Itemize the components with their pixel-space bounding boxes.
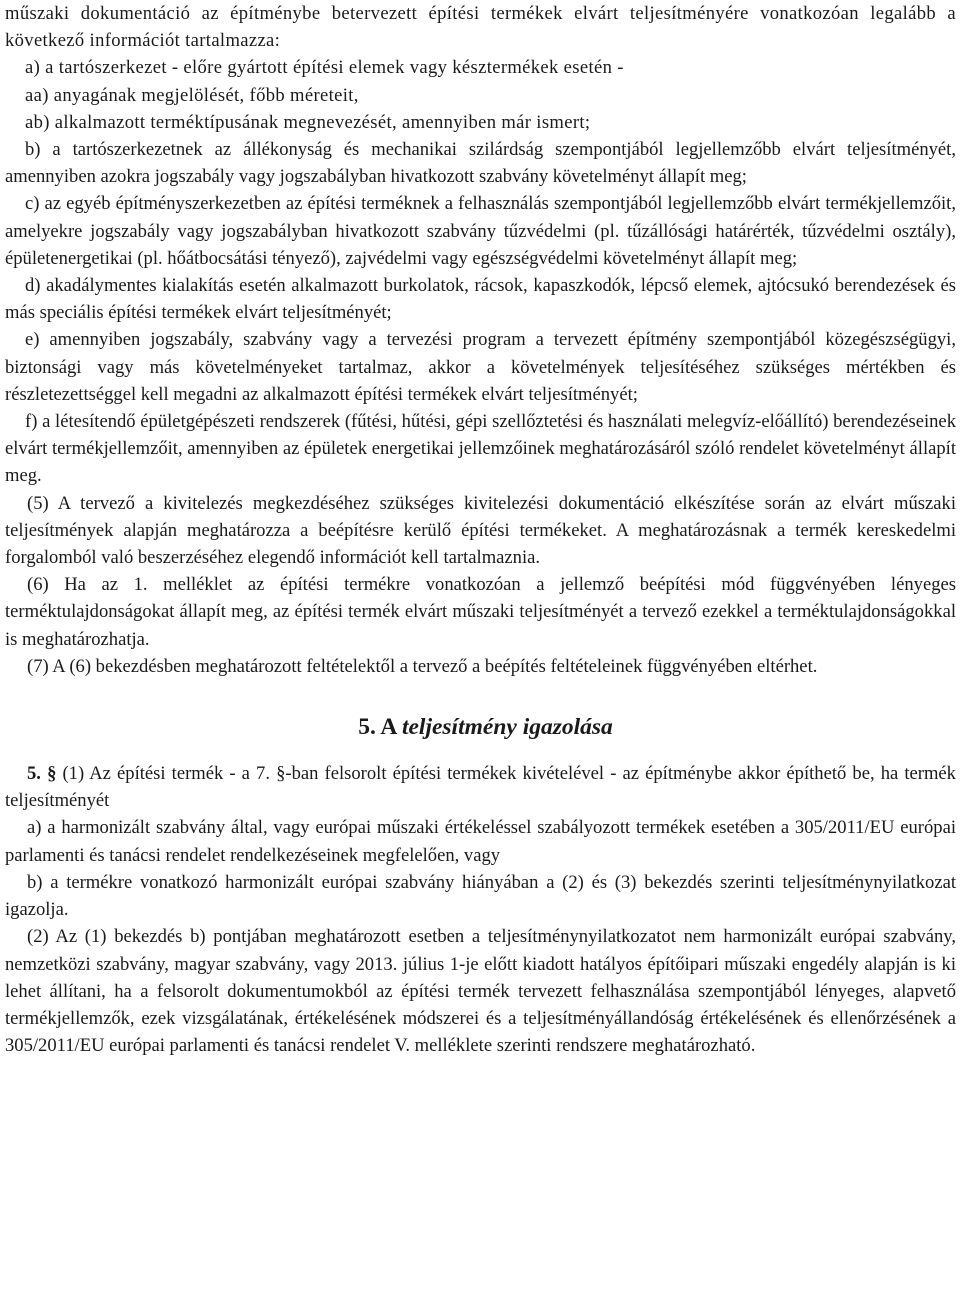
paragraph-7: (7) A (6) bekezdésben meghatározott feltételektől a tervező a beépítés feltételeinek függvényében eltérhet. — [27, 655, 818, 677]
section-5-item-b: b) a termékre vonatkozó harmonizált európai szabvány hiányában a (2) és (3) bekezdés szerinti teljesítménynyilatkozat igazolja. — [5, 871, 956, 921]
section-number: 5. A — [358, 714, 397, 741]
item-b: b) a tartószerkezetnek az állékonyság és mechanikai szilárdság szempontjából legjellemzőbb elvárt teljesítményét, amennyiben azokra jogszabály vagy jogszabályban hivatkozott szabvány követelményt állapít meg; — [5, 139, 956, 188]
item-d: d) akadálymentes kialakítás esetén alkalmazott burkolatok, rácsok, kapaszkodók, lépcső elemek, ajtócsukó berendezések és más speciális építési termékek elvárt teljesítményét; — [5, 275, 956, 324]
section-5-item-a: a) a harmonizált szabvány által, vagy európai műszaki értékeléssel szabályozott termékek esetében a 305/2011/EU európai parlamenti és tanácsi rendelet rendelkezéseinek megfelelően, vagy — [5, 817, 956, 866]
item-f: f) a létesítendő épületgépészeti rendszerek (fűtési, hűtési, gépi szellőztetési és használati melegvíz-előállító) berendezéseinek elvárt termékjellemzőit, amennyiben az épületek energetikai jellemzőinek meghatározásáról szóló rendelet követelményt állapít meg. — [5, 411, 956, 487]
document-page — [5, 0, 956, 1059]
section-5-text: (1) Az építési termék - a 7. §-ban felsorolt építési termékek kivételével - az építménybe akkor építhető be, ha termék teljesítményét — [5, 763, 956, 812]
section-5-paragraph-1 — [5, 760, 956, 814]
item-a: a) a tartószerkezet - előre gyártott építési elemek vagy késztermékek esetén - — [25, 57, 624, 79]
section-sign: § — [47, 763, 57, 785]
paragraph-5: (5) A tervező a kivitelezés megkezdéséhez szükséges kivitelezési dokumentáció elkészítése során az elvárt műszaki teljesítmények alapján meghatározza a beépítésre kerülő építési termékeket. A meghatározásnak a termék kereskedelmi forgalomból való beszerzéséhez elegendő információt kell tartalmaznia. — [5, 492, 956, 569]
section-5-number: 5. — [27, 763, 41, 785]
item-c: c) az egyéb építményszerkezetben az építési terméknek a felhasználás szempontjából legjellemzőbb elvárt termékjellemzőit, amelyekre jogszabály vagy jogszabályban hivatkozott szabvány tűzvédelmi (pl. tűzállósági határérték, tűzvédelmi osztály), épületenergetikai (pl. hőátbocsátási tényező), zajvédelmi vagy egészségvédelmi követelményt állapít meg; — [5, 193, 956, 269]
item-e: e) amennyiben jogszabály, szabvány vagy a tervezési program a tervezett építmény szempontjából közegészségügyi, biztonsági vagy más követelményeket tartalmaz, akkor a követelmények teljesítéséhez szükséges mértékben és részletezettséggel kell megadni az alkalmazott építési termékek elvárt teljesítményét; — [5, 329, 956, 405]
item-aa: aa) anyagának megjelölését, főbb méreteit, — [25, 84, 359, 106]
section-5-paragraph-2: (2) Az (1) bekezdés b) pontjában meghatározott esetben a teljesítménynyilatkozatot nem harmonizált európai szabvány, nemzetközi szabvány, magyar szabvány, vagy 2013. július 1-je előtt kiadott hatályos építőipari műszaki engedély alapján is ki lehet állítani, ha a felsorolt dokumentumokból az építési termék tervezett felhasználása szempontjából lényeges, alapvető termékjellemzők, ezek vizsgálatának, értékelésének módszerei és a teljesítményállandóság értékelésének és ellenőrzésének a 305/2011/EU európai parlamenti és tanácsi rendelet V. melléklete szerinti rendszere meghatározható. — [5, 926, 956, 1057]
section-title: teljesítmény igazolása — [401, 714, 613, 741]
item-ab: ab) alkalmazott terméktípusának megnevezését, amennyiben már ismert; — [25, 111, 591, 133]
intro-paragraph: műszaki dokumentáció az építménybe betervezett építési termékek elvárt teljesítményére vonatkozóan legalább a következő információt tartalmazza: — [5, 3, 956, 52]
paragraph-6: (6) Ha az 1. melléklet az építési termékre vonatkozóan a jellemző beépítési mód függvényében lényeges terméktulajdonságokat állapít meg, az építési termék elvárt műszaki teljesítményét a tervező ezekkel a terméktulajdonságokkal is meghatározhatja. — [5, 574, 956, 650]
section-heading — [5, 712, 956, 742]
